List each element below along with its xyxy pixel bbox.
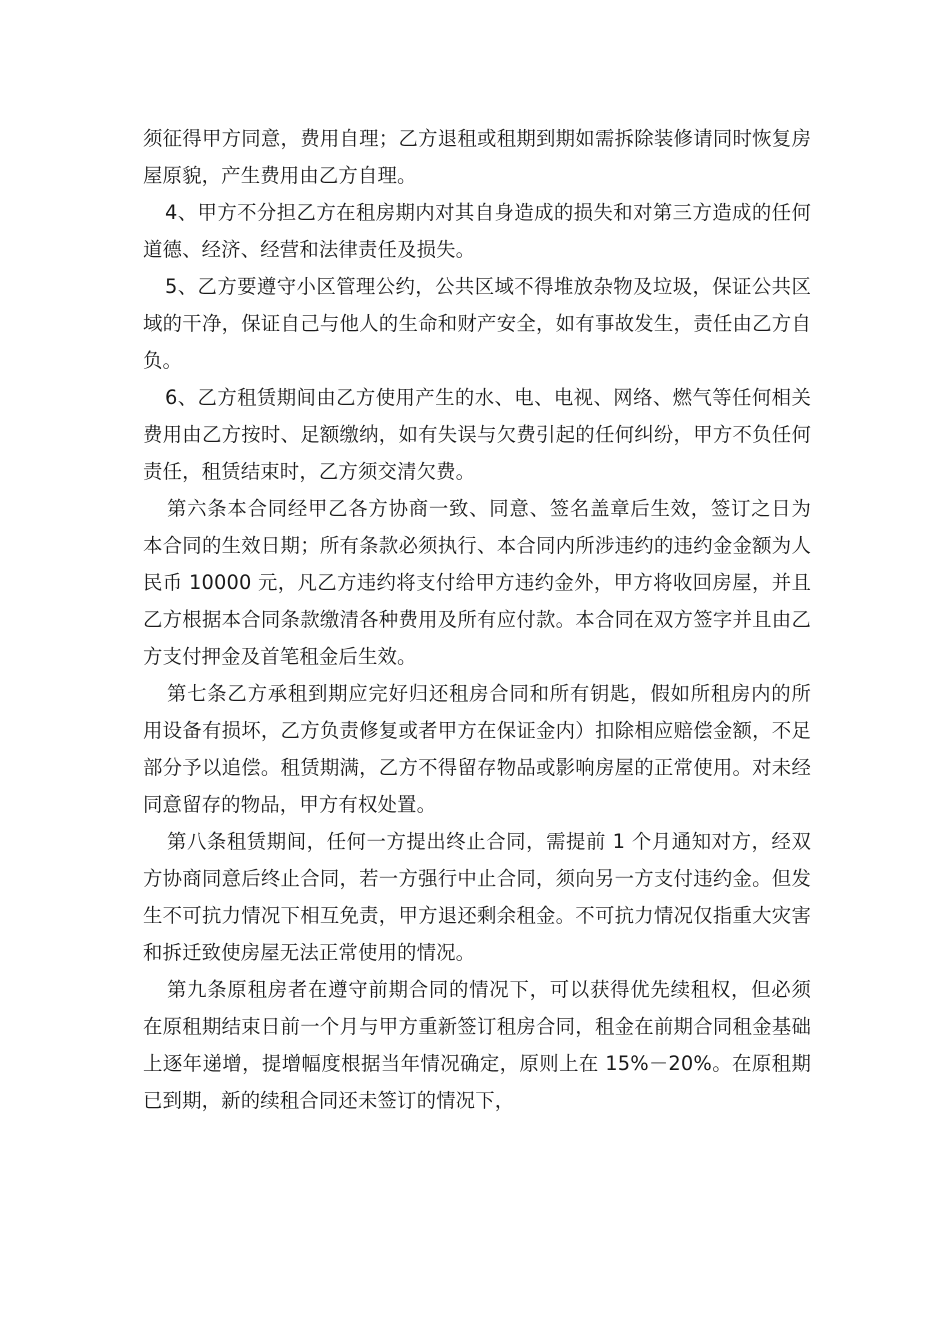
document-body: [143, 120, 811, 1119]
clause-4: 4、甲方不分担乙方在租房期内对其自身造成的损失和对第三方造成的任何道德、经济、经营和法律责任及损失。: [143, 201, 811, 261]
article-8: 第八条租赁期间，任何一方提出终止合同，需提前 1 个月通知对方，经双方协商同意后终止合同，若一方强行中止合同，须向另一方支付违约金。但发生不可抗力情况下相互免责，甲方退还剩余租金。不可抗力情况仅指重大灾害和拆迁致使房屋无法正常使用的情况。: [143, 830, 811, 964]
article-9: 第九条原租房者在遵守前期合同的情况下，可以获得优先续租权，但必须在原租期结束日前一个月与甲方重新签订租房合同，租金在前期合同租金基础上逐年递增，提增幅度根据当年情况确定，原则上在 15%－20%。在原租期已到期，新的续租合同还未签订的情况下，: [143, 978, 811, 1112]
paragraph-continuation: 须征得甲方同意，费用自理；乙方退租或租期到期如需拆除装修请同时恢复房屋原貌，产生费用由乙方自理。: [143, 127, 811, 187]
article-6: 第六条本合同经甲乙各方协商一致、同意、签名盖章后生效，签订之日为本合同的生效日期；所有条款必须执行、本合同内所涉违约的违约金金额为人民币 10000 元，凡乙方违约将支付给甲方违约金外，甲方将收回房屋，并且乙方根据本合同条款缴清各种费用及所有应付款。本合同在双方签字并且由乙方支付押金及首笔租金后生效。: [143, 497, 811, 668]
clause-6: 6、乙方租赁期间由乙方使用产生的水、电、电视、网络、燃气等任何相关费用由乙方按时、足额缴纳，如有失误与欠费引起的任何纠纷，甲方不负任何责任，租赁结束时，乙方须交清欠费。: [143, 386, 811, 483]
clause-5: 5、乙方要遵守小区管理公约，公共区域不得堆放杂物及垃圾，保证公共区域的干净，保证自己与他人的生命和财产安全，如有事故发生，责任由乙方自负。: [143, 275, 811, 372]
article-7: 第七条乙方承租到期应完好归还租房合同和所有钥匙，假如所租房内的所用设备有损坏，乙方负责修复或者甲方在保证金内）扣除相应赔偿金额，不足部分予以追偿。租赁期满，乙方不得留存物品或影响房屋的正常使用。对未经同意留存的物品，甲方有权处置。: [143, 682, 811, 816]
